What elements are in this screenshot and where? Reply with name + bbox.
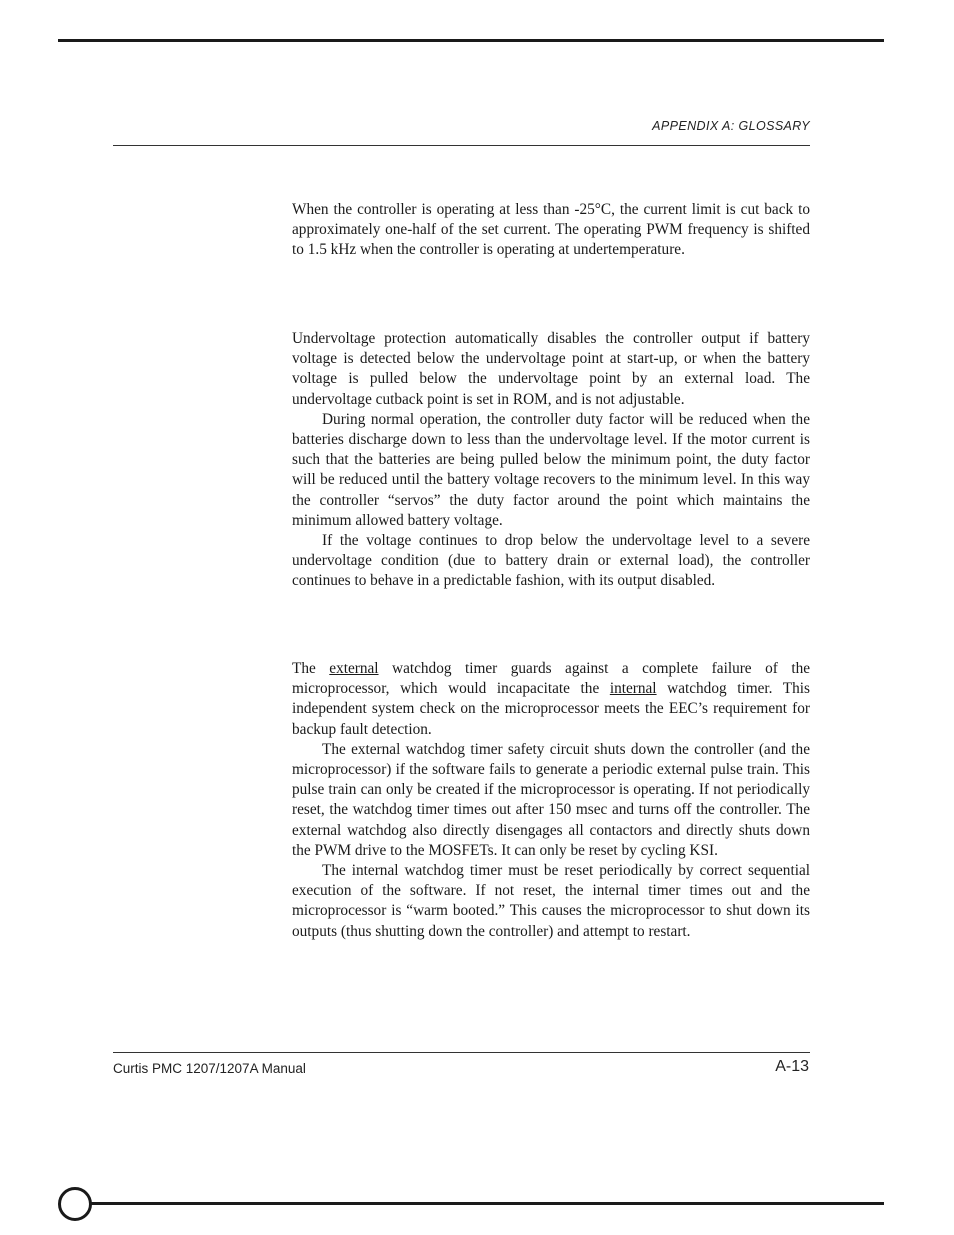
footer-rule <box>113 1052 810 1053</box>
bottom-page-rule <box>88 1202 884 1205</box>
bottom-circle-mark <box>58 1187 92 1221</box>
watchdog-section <box>292 659 810 942</box>
undervoltage-paragraph-2: During normal operation, the controller duty factor will be reduced when the batteries discharge down to less than the undervoltage level. If the motor current is such that the batteries are being pulled below the minimum point, the duty factor will be reduced until the battery voltage recovers to the minimum level. In this way the controller “servos” the duty factor around the point which maintains the minimum allowed battery voltage. <box>292 410 810 529</box>
undertemperature-paragraph: When the controller is operating at less than -25°C, the current limit is cut back to approximately one-half of the set current. The operating PWM frequency is shifted to 1.5 kHz when the controller is operating at undertemperature. <box>292 201 810 259</box>
watchdog-p1-text-c: watchdog timer. This independent system check on the microprocessor meets the EEC’s requirement for backup fault detection. <box>292 680 810 738</box>
footer-manual-title: Curtis PMC 1207/1207A Manual <box>113 1061 306 1076</box>
undervoltage-paragraph-1: Undervoltage protection automatically disables the controller output if battery voltage is detected below the undervoltage point at start-up, or when the battery voltage is pulled below the undervoltage point by an external load. The undervoltage cutback point is set in ROM, and is not adjustable. <box>292 330 810 408</box>
footer-page-number: A-13 <box>775 1058 809 1075</box>
running-head: APPENDIX A: GLOSSARY <box>652 119 810 133</box>
watchdog-paragraph-1 <box>292 659 810 740</box>
undertemperature-section <box>292 200 810 261</box>
header-rule <box>113 145 810 146</box>
undervoltage-paragraph-3: If the voltage continues to drop below the undervoltage level to a severe undervoltage condition (due to battery drain or external load), the controller continues to behave in a predictable fashion, with its output disabled. <box>292 532 810 590</box>
watchdog-p1-text-a: The <box>292 660 330 677</box>
internal-underlined-term: internal <box>609 680 657 698</box>
external-underlined-term: external <box>329 660 379 677</box>
watchdog-paragraph-3: The internal watchdog timer must be reset periodically by correct sequential execution of the software. If not reset, the internal timer times out and the microprocessor is “warm booted.” This causes the microprocessor to shut down its outputs (thus shutting down the controller) and attempt to restart. <box>292 862 810 940</box>
watchdog-paragraph-2: The external watchdog timer safety circuit shuts down the controller (and the microprocessor) if the software fails to generate a periodic external pulse train. This pulse train can only be created if the microprocessor is operating. If not periodically reset, the watchdog timer times out after 150 msec and turns off the controller. The external watchdog also directly disengages all contactors and directly shuts down the PWM drive to the MOSFETs. It can only be reset by cycling KSI. <box>292 740 810 859</box>
undervoltage-section <box>292 329 810 592</box>
watchdog-p1-text-b: watchdog timer guards against a complete failure of the microprocessor, which would incapacitate the <box>292 660 811 698</box>
top-page-rule <box>58 39 884 42</box>
